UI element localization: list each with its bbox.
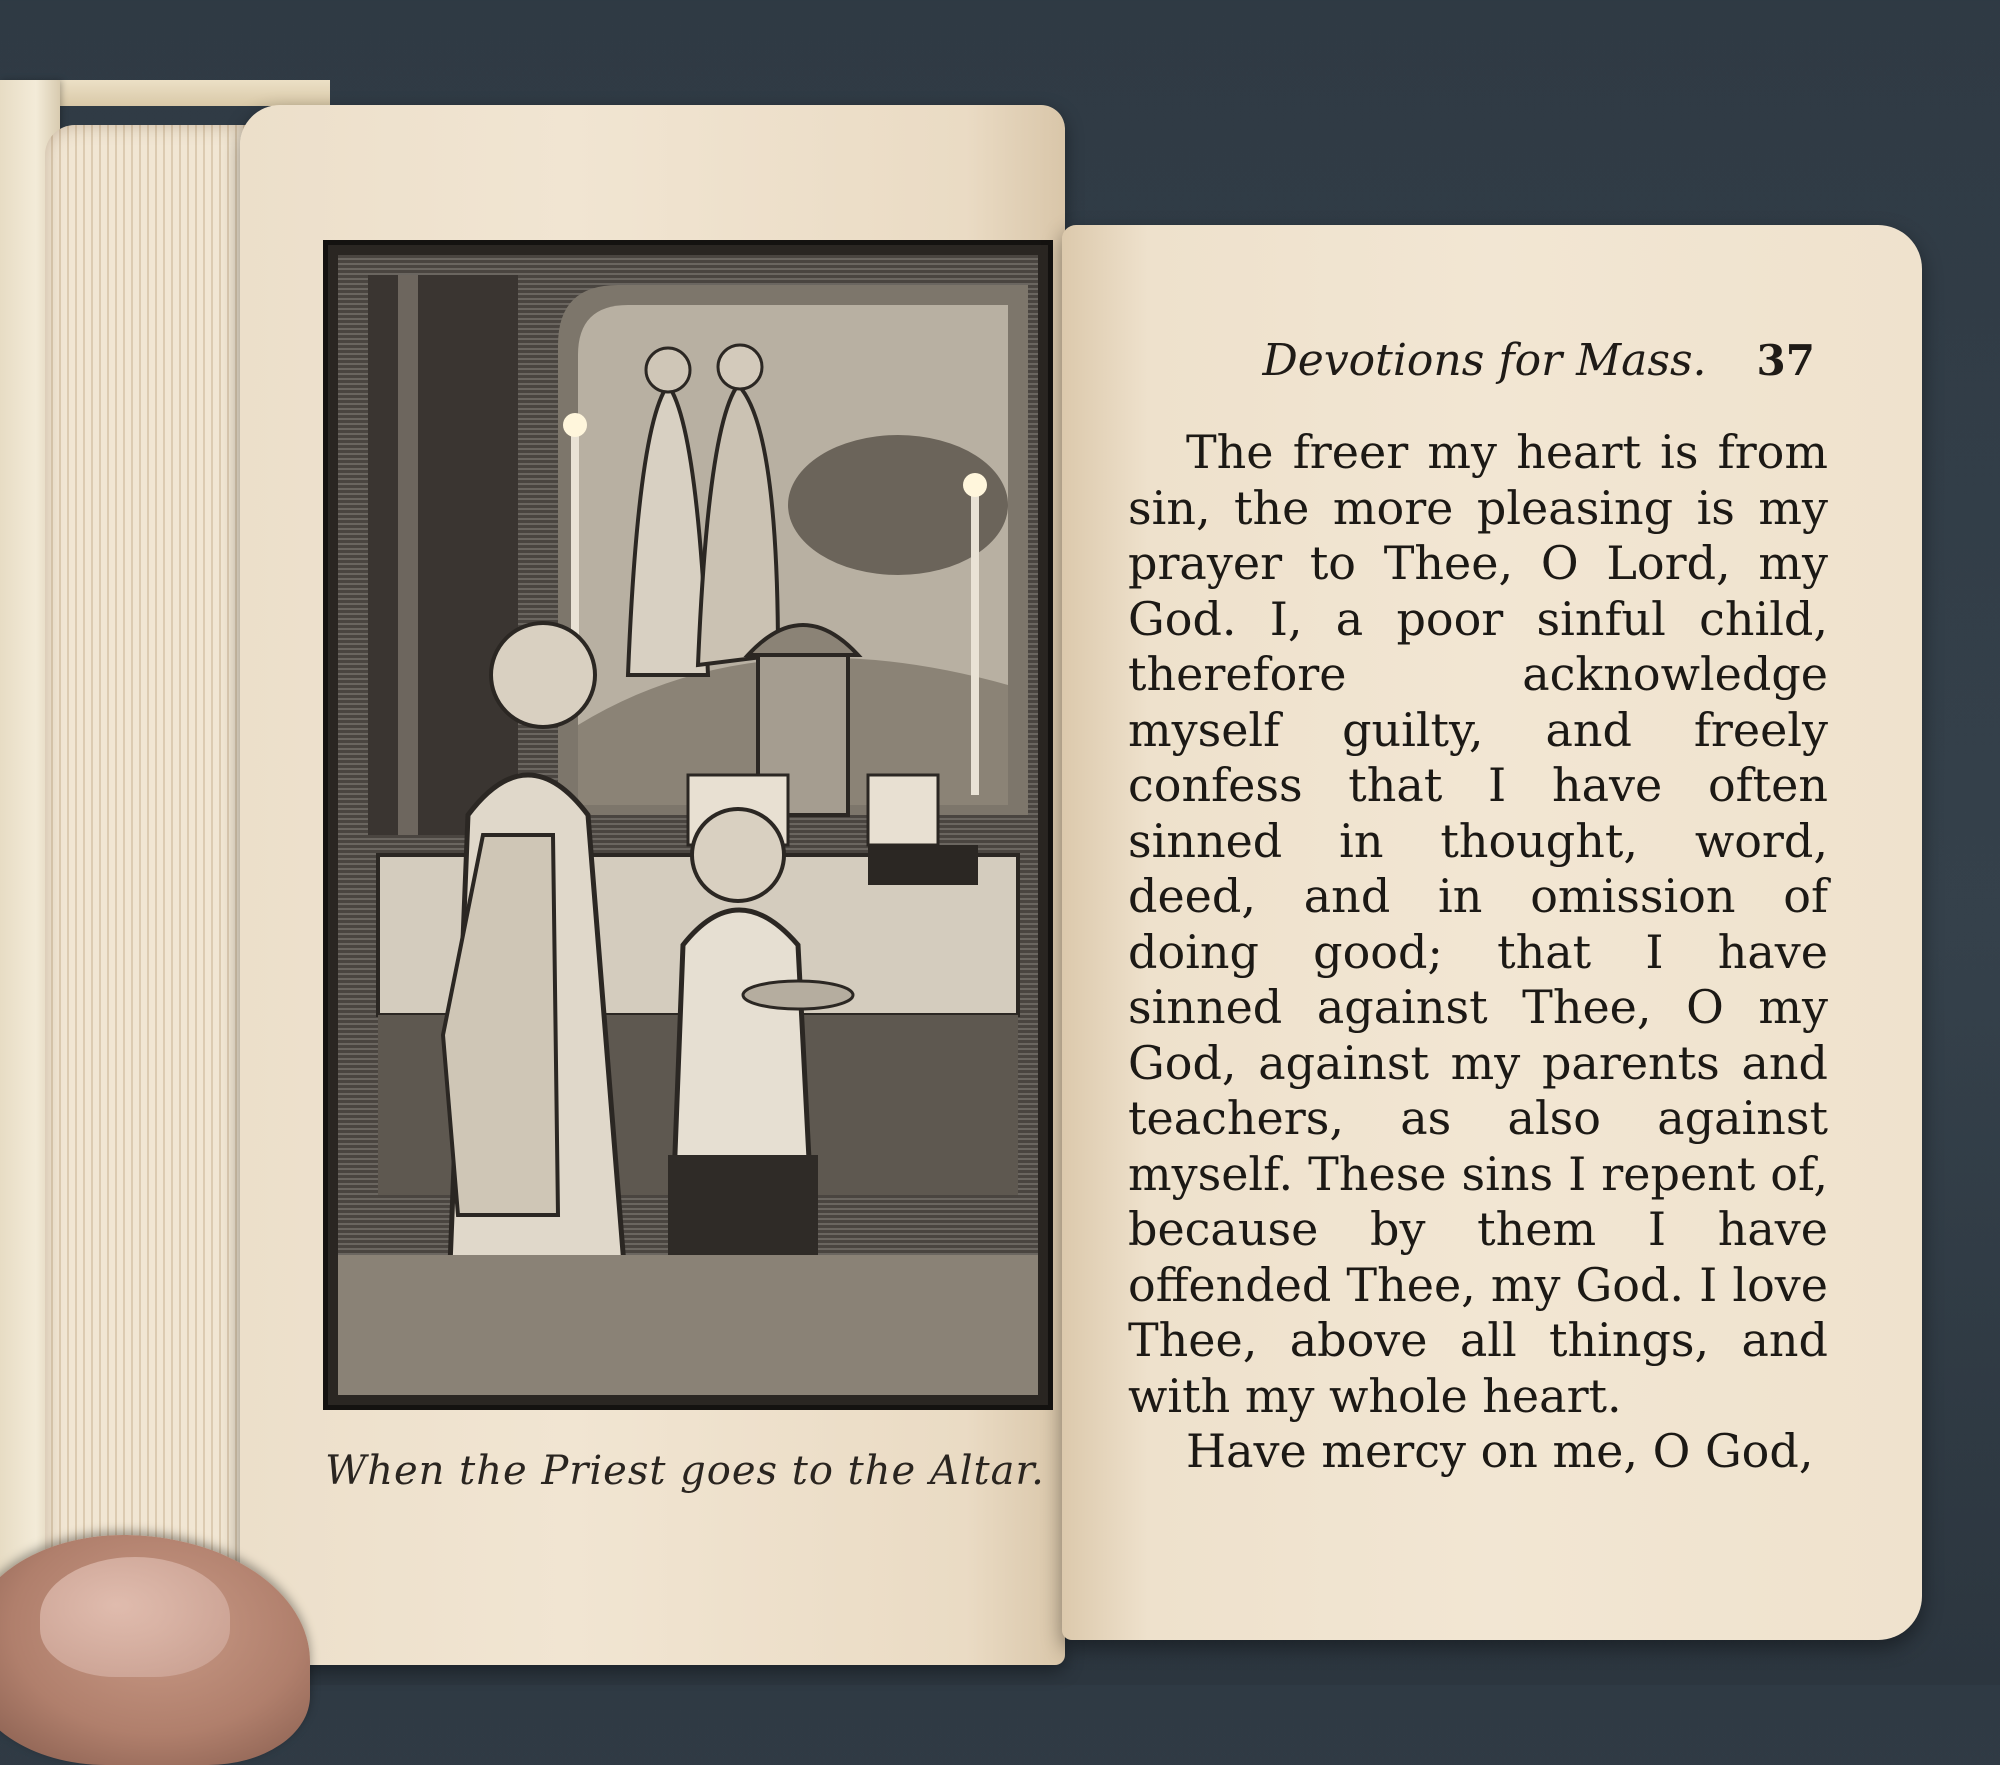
altar-card-small	[868, 775, 938, 845]
pillar-highlight	[398, 275, 418, 835]
page-header	[1225, 335, 1815, 386]
missal-book	[868, 845, 978, 885]
page-edges	[45, 125, 265, 1635]
thumbnail	[40, 1557, 230, 1677]
engraving-scene	[338, 255, 1038, 1395]
prayer-paragraph: Have mercy on me, O God,	[1186, 1424, 1814, 1478]
floor-tiles	[338, 1255, 1038, 1395]
illustration-caption: When the Priest goes to the Altar.	[325, 1448, 1045, 1494]
page-number: 37	[1756, 336, 1815, 385]
candle-flame-left	[563, 413, 587, 437]
altar-server-head	[692, 809, 784, 901]
figure-head-1	[646, 348, 690, 392]
cruets-tray	[743, 981, 853, 1009]
figure-head-2	[718, 345, 762, 389]
priest-head	[491, 623, 595, 727]
pillar	[368, 275, 518, 835]
prayer-paragraph: The freer my heart is from sin, the more pleasing is my prayer to Thee, O Lord, my God. I, a poor sinful child, therefore acknowledge myself guilty, and freely confess that I have often sinned in thought, word, deed, and in omission of doing good; that I have sinned against Thee, O my God, against my parents and teachers, as also against myself. These sins I repent of, because by them I have offended Thee, my God. I love Thee, above all things, and with my whole heart.	[1128, 425, 1828, 1423]
prayer-text	[1128, 425, 1828, 1480]
candle-right	[971, 495, 979, 795]
candle-flame-right	[963, 473, 987, 497]
running-title: Devotions for Mass.	[1262, 335, 1707, 386]
engraving-illustration	[323, 240, 1053, 1410]
